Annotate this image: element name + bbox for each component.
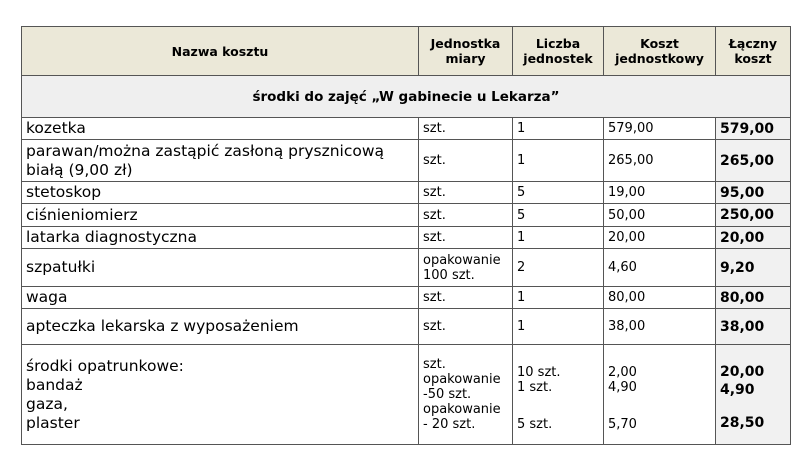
header-unit-cost: Koszt jednostkowy bbox=[604, 27, 716, 76]
total-cell: 579,00 bbox=[716, 118, 791, 140]
cost-name-line: plaster bbox=[26, 413, 80, 432]
unit-cell: szt. bbox=[419, 204, 513, 227]
cost-name-line: gaza, bbox=[26, 394, 68, 413]
count-cell: 1 bbox=[513, 118, 604, 140]
unit-cell: szt. bbox=[419, 309, 513, 345]
table-row bbox=[22, 249, 791, 287]
total-cell: 265,00 bbox=[716, 140, 791, 182]
count-cell: 5 bbox=[513, 204, 604, 227]
total-cell: 80,00 bbox=[716, 287, 791, 309]
cost-name: parawan/można zastąpić zasłoną prysznicową białą (9,00 zł) bbox=[22, 140, 419, 182]
count-cell: 5 bbox=[513, 182, 604, 204]
unit-cost-line: 5,70 bbox=[608, 417, 637, 432]
unit-cell: opakowanie 100 szt. bbox=[419, 249, 513, 287]
cost-name: stetoskop bbox=[22, 182, 419, 204]
header-row bbox=[22, 27, 791, 76]
table-row bbox=[22, 287, 791, 309]
total-line: 4,90 bbox=[720, 382, 755, 398]
unit-line: szt. bbox=[423, 357, 446, 372]
unit-cost-cell bbox=[604, 345, 716, 445]
unit-cell: szt. bbox=[419, 287, 513, 309]
section-row bbox=[22, 76, 791, 118]
count-cell bbox=[513, 345, 604, 445]
total-cell: 250,00 bbox=[716, 204, 791, 227]
total-cell: 95,00 bbox=[716, 182, 791, 204]
count-cell: 1 bbox=[513, 287, 604, 309]
table-row bbox=[22, 227, 791, 249]
unit-cost-cell: 38,00 bbox=[604, 309, 716, 345]
unit-cell: szt. bbox=[419, 227, 513, 249]
cost-name: szpatułki bbox=[22, 249, 419, 287]
table-row bbox=[22, 204, 791, 227]
header-name: Nazwa kosztu bbox=[22, 27, 419, 76]
cost-name: waga bbox=[22, 287, 419, 309]
table-row bbox=[22, 309, 791, 345]
unit-cell: szt. bbox=[419, 140, 513, 182]
unit-cost-cell: 265,00 bbox=[604, 140, 716, 182]
unit-cost-cell: 50,00 bbox=[604, 204, 716, 227]
total-line: 28,50 bbox=[720, 415, 765, 431]
unit-line: - 20 szt. bbox=[423, 417, 476, 432]
cost-table bbox=[21, 26, 791, 445]
cost-name bbox=[22, 345, 419, 445]
section-title: środki do zajęć „W gabinecie u Lekarza” bbox=[22, 76, 791, 118]
total-cell: 38,00 bbox=[716, 309, 791, 345]
unit-cost-line: 4,90 bbox=[608, 380, 637, 395]
unit-cost-cell: 19,00 bbox=[604, 182, 716, 204]
count-cell: 1 bbox=[513, 140, 604, 182]
table-row bbox=[22, 140, 791, 182]
unit-cell bbox=[419, 345, 513, 445]
unit-cost-cell: 579,00 bbox=[604, 118, 716, 140]
header-count: Liczba jednostek bbox=[513, 27, 604, 76]
unit-line: opakowanie bbox=[423, 402, 501, 417]
total-cell bbox=[716, 345, 791, 445]
total-line: 20,00 bbox=[720, 364, 765, 380]
table-row bbox=[22, 118, 791, 140]
cost-name-line: środki opatrunkowe: bbox=[26, 356, 184, 375]
unit-cost-cell: 20,00 bbox=[604, 227, 716, 249]
header-total: Łączny koszt bbox=[716, 27, 791, 76]
unit-cell: szt. bbox=[419, 182, 513, 204]
unit-cost-cell: 4,60 bbox=[604, 249, 716, 287]
cost-name: apteczka lekarska z wyposażeniem bbox=[22, 309, 419, 345]
table-row bbox=[22, 182, 791, 204]
count-cell: 1 bbox=[513, 227, 604, 249]
unit-line: opakowanie bbox=[423, 372, 501, 387]
count-cell: 2 bbox=[513, 249, 604, 287]
header-unit: Jednostka miary bbox=[419, 27, 513, 76]
unit-cost-line: 2,00 bbox=[608, 365, 637, 380]
unit-cell: szt. bbox=[419, 118, 513, 140]
cost-name: ciśnieniomierz bbox=[22, 204, 419, 227]
count-line: 1 szt. bbox=[517, 380, 553, 395]
unit-cost-cell: 80,00 bbox=[604, 287, 716, 309]
cost-name: kozetka bbox=[22, 118, 419, 140]
total-cell: 20,00 bbox=[716, 227, 791, 249]
unit-line: -50 szt. bbox=[423, 387, 472, 402]
cost-name: latarka diagnostyczna bbox=[22, 227, 419, 249]
cost-name-line: bandaż bbox=[26, 375, 83, 394]
count-line: 10 szt. bbox=[517, 365, 561, 380]
count-cell: 1 bbox=[513, 309, 604, 345]
count-line: 5 szt. bbox=[517, 417, 553, 432]
total-cell: 9,20 bbox=[716, 249, 791, 287]
table-row bbox=[22, 345, 791, 445]
